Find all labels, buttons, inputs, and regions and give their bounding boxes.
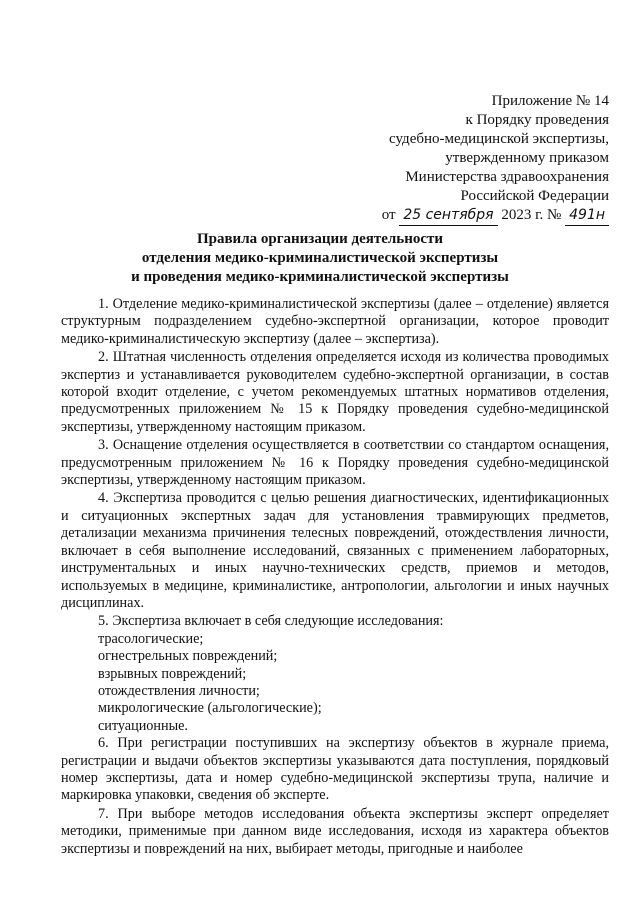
paragraph-7: 7. При выборе методов исследования объекта экспертизы эксперт определяет методики, применимые при данном виде исследования, исходя из характера объектов экспертизы и повреждений на них, выбирает методы, пригодные и наиболее xyxy=(61,805,609,857)
paragraph-3: 3. Оснащение отделения осуществляется в соответствии со стандартом оснащения, предусмотренным приложением № 16 к Порядку проведения судебно-медицинской экспертизы, утвержденному настоящим приказом. xyxy=(61,437,609,489)
title-line-2: отделения медико-криминалистической экспертизы xyxy=(141,250,499,266)
appendix-line-6: Российской Федерации xyxy=(460,188,609,204)
document-title xyxy=(40,230,600,287)
appendix-line-4: утвержденному приказом xyxy=(445,150,609,166)
list-item: ситуационные. xyxy=(98,717,188,734)
appendix-line-1: Приложение № 14 xyxy=(491,93,609,109)
list-item: микрологические (альгологические); xyxy=(98,700,322,717)
appendix-header xyxy=(382,92,609,226)
handwritten-order-number: 491н xyxy=(565,206,609,226)
document-body xyxy=(61,296,609,859)
title-line-1: Правила организации деятельности xyxy=(196,231,444,247)
appendix-line-5: Министерства здравоохранения xyxy=(405,169,609,185)
appendix-line-2: к Порядку проведения xyxy=(465,112,609,128)
order-date-number xyxy=(382,206,609,226)
list-item: огнестрельных повреждений; xyxy=(98,648,278,665)
appendix-line-3: судебно-медицинской экспертизы, xyxy=(389,131,609,147)
order-year: 2023 г. № xyxy=(501,207,562,223)
paragraph-4: 4. Экспертиза проводится с целью решения диагностических, идентификационных и ситуационных экспертных задач для установления травмирующих предметов, детализации механизма причинения телесных повреждений, отождествления личности, включает в себя выполнение исследований, связанных с применением лабораторных, инструментальных и иных научно-технических средств, приемов и методов, используемых в медицине, криминалистике, антропологии, альгологии и иных научных дисциплинах. xyxy=(61,490,609,611)
title-line-3: и проведения медико-криминалистической экспертизы xyxy=(131,269,509,285)
list-item: взрывных повреждений; xyxy=(98,665,247,682)
handwritten-date: 25 сентября xyxy=(399,206,497,226)
date-prefix: от xyxy=(381,207,396,223)
list-item: трасологические; xyxy=(98,630,204,647)
paragraph-1: 1. Отделение медико-криминалистической экспертизы (далее – отделение) является структурным подразделением судебно-экспертной организации, которое проводит медико-криминалистическую экспертизу (далее – экспертиза). xyxy=(61,296,609,347)
paragraph-2: 2. Штатная численность отделения определяется исходя из количества проводимых экспертиз и устанавливается руководителем судебно-экспертной организации, в состав которой входит отделение, с учетом рекомендуемых штатных нормативов отделения, предусмотренных приложением № 15 к Порядку проведения судебно-медицинской экспертизы, утвержденному настоящим приказом. xyxy=(61,349,609,435)
paragraph-5-intro: 5. Экспертиза включает в себя следующие исследования: xyxy=(98,613,444,630)
list-item: отождествления личности; xyxy=(98,682,260,699)
paragraph-6: 6. При регистрации поступивших на экспертизу объектов в журнале приема, регистрации и выдачи объектов экспертизы указываются дата поступления, порядковый номер экспертизы, дата и номер судебно-медицинской экспертизы трупа, наличие и маркировка упаковки, сведения об эксперте. xyxy=(61,735,609,804)
